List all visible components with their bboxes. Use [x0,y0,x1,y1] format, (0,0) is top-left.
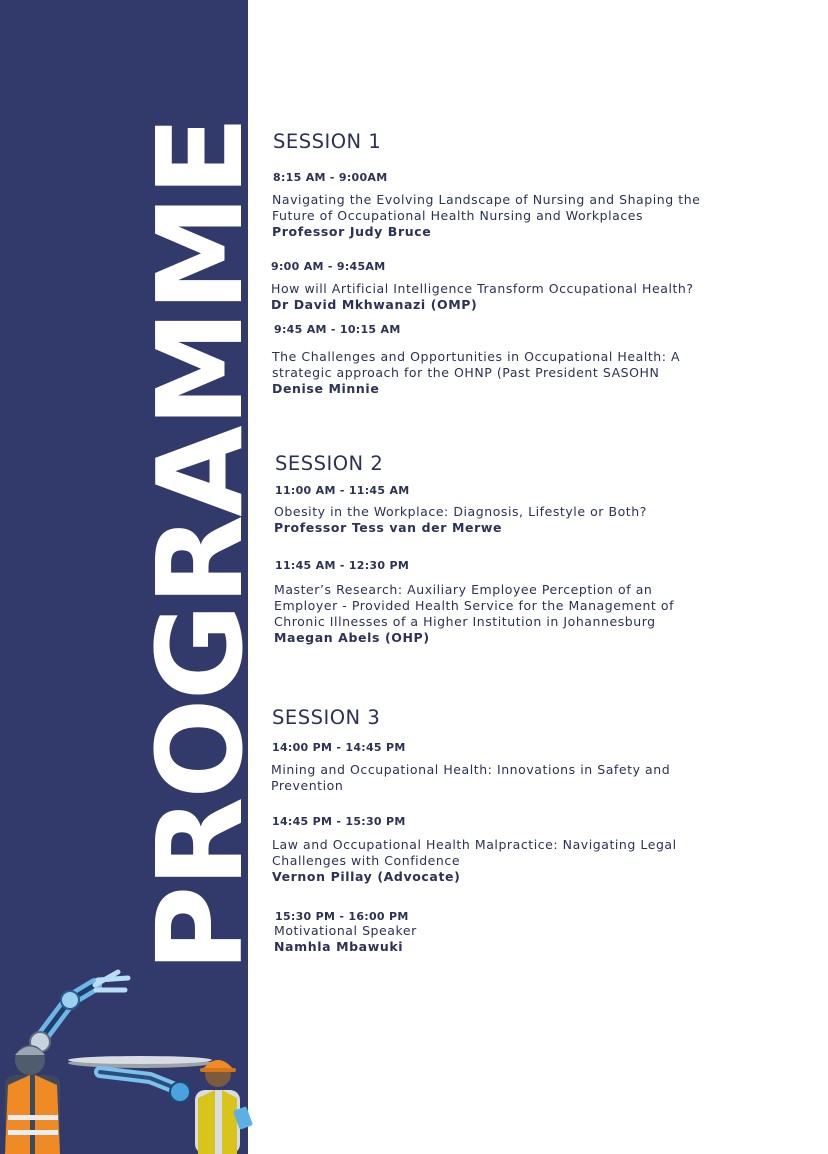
worker-right-icon [195,1060,253,1154]
title-line: Challenges with Confidence [272,853,461,868]
session-3-item-3-time: 15:30 PM - 16:00 PM [275,910,409,923]
session-3-item-1-title [271,762,670,794]
programme-vertical-title: PROGRAMME [131,117,269,973]
robotic-arm-icon [30,972,128,1052]
session-3-item-2-time: 14:45 PM - 15:30 PM [272,815,406,828]
session-2-item-2-title [274,582,674,630]
title-line: strategic approach for the OHNP (Past President SASOHN [272,365,660,380]
session-3-item-2-speaker: Vernon Pillay (Advocate) [272,869,461,884]
title-line: Obesity in the Workplace: Diagnosis, Lifestyle or Both? [274,504,647,519]
title-line: Prevention [271,778,344,793]
title-line: Navigating the Evolving Landscape of Nursing and Shaping the [272,192,701,207]
session-2-item-2-speaker: Maegan Abels (OHP) [274,630,430,645]
session-1-item-2-speaker: Dr David Mkhwanazi (OMP) [271,297,478,312]
session-1-heading: SESSION 1 [273,130,382,153]
session-2-item-1-time: 11:00 AM - 11:45 AM [275,484,410,497]
title-line: Future of Occupational Health Nursing and Workplaces [272,208,644,223]
title-line: The Challenges and Opportunities in Occupational Health: A [272,349,681,364]
session-1-item-2-time: 9:00 AM - 9:45AM [271,260,386,273]
title-line: Motivational Speaker [274,923,417,938]
robot-hand-icon [100,1072,190,1102]
session-3-item-2-title [272,837,677,869]
worker-left-icon [5,1045,60,1154]
session-1-item-1-speaker: Professor Judy Bruce [272,224,432,239]
session-2-item-1-title [274,504,647,520]
title-line: Mining and Occupational Health: Innovations in Safety and [271,762,671,777]
session-2-heading: SESSION 2 [275,452,384,475]
session-3-item-3-speaker: Namhla Mbawuki [274,939,404,954]
session-1-item-3-title [272,349,680,381]
session-1-item-3-time: 9:45 AM - 10:15 AM [274,323,401,336]
title-line: How will Artificial Intelligence Transform Occupational Health? [271,281,694,296]
session-2-item-2-time: 11:45 AM - 12:30 PM [275,559,410,572]
title-line: Chronic Illnesses of a Higher Institution in Johannesburg [274,614,656,629]
robot-workers-illustration [0,960,270,1154]
title-line: Employer - Provided Health Service for the Management of [274,598,675,613]
session-3-item-1-time: 14:00 PM - 14:45 PM [272,741,406,754]
session-1-item-1-time: 8:15 AM - 9:00AM [273,171,388,184]
session-3-heading: SESSION 3 [272,706,381,729]
title-line: Law and Occupational Health Malpractice: Navigating Legal [272,837,677,852]
session-3-item-3-title [274,923,417,939]
session-2-item-1-speaker: Professor Tess van der Merwe [274,520,503,535]
session-1-item-3-speaker: Denise Minnie [272,381,380,396]
session-1-item-2-title [271,281,694,297]
title-line: Master’s Research: Auxiliary Employee Perception of an [274,582,653,597]
session-1-item-1-title [272,192,700,224]
sidebar-panel [0,0,269,1154]
